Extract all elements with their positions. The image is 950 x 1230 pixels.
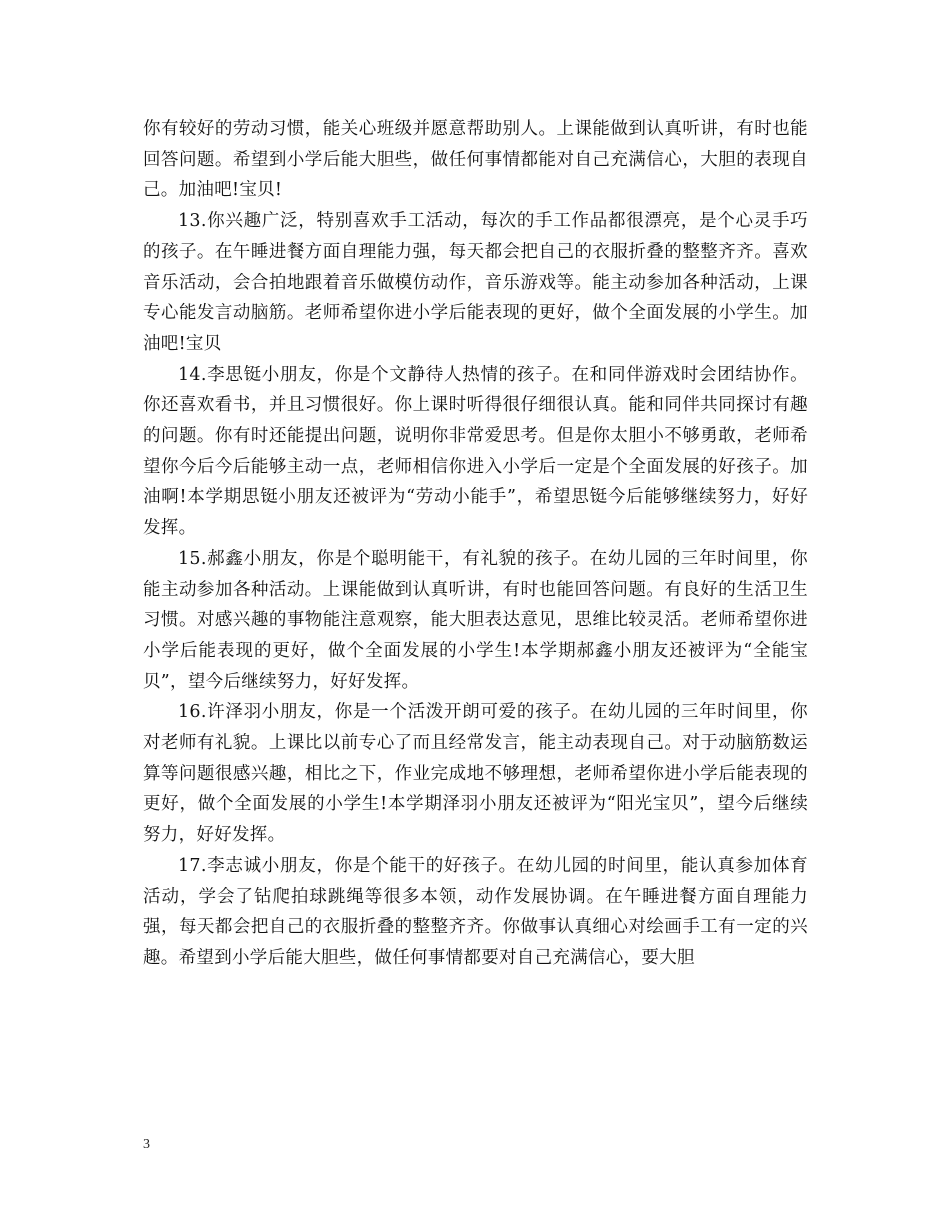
page-number: 3	[143, 1137, 150, 1152]
paragraph-comment-14: 14.李思铤小朋友，你是个文静待人热情的孩子。在和同伴游戏时会团结协作。你还喜欢看书，并且习惯很好。你上课时听得很仔细很认真。能和同伴共同探讨有趣的问题。你有时还能提出问题，说明你非常爱思考。但是你太胆小不够勇敢，老师希望你今后今后能够主动一点，老师相信你进入小学后一定是个全面发展的好孩子。加油啊!本学期思铤小朋友还被评为“劳动小能手”，希望思铤今后能够继续努力，好好发挥。	[143, 364, 808, 539]
paragraph-comment-13: 13.你兴趣广泛，特别喜欢手工活动，每次的手工作品都很漂亮，是个心灵手巧的孩子。在午睡进餐方面自理能力强，每天都会把自己的衣服折叠的整整齐齐。喜欢音乐活动，会合拍地跟着音乐做模仿动作，音乐游戏等。能主动参加各种活动，上课专心能发言动脑筋。老师希望你进小学后能表现的更好，做个全面发展的小学生。加油吧!宝贝	[143, 211, 808, 354]
paragraph-comment-16: 16.许泽羽小朋友，你是一个活泼开朗可爱的孩子。在幼儿园的三年时间里，你对老师有礼貌。上课比以前专心了而且经常发言，能主动表现自己。对于动脑筋数运算等问题很感兴趣，相比之下，作业完成地不够理想，老师希望你进小学后能表现的更好，做个全面发展的小学生!本学期泽羽小朋友还被评为“阳光宝贝”，望今后继续努力，好好发挥。	[143, 702, 808, 846]
paragraph-continued: 你有较好的劳动习惯，能关心班级并愿意帮助别人。上课能做到认真听讲，有时也能回答问题。希望到小学后能大胆些，做任何事情都能对自己充满信心，大胆的表现自己。加油吧!宝贝!	[143, 119, 808, 201]
document-body	[143, 114, 808, 974]
paragraph-comment-15: 15.郝鑫小朋友，你是个聪明能干，有礼貌的孩子。在幼儿园的三年时间里，你能主动参加各种活动。上课能做到认真听讲，有时也能回答问题。有良好的生活卫生习惯。对感兴趣的事物能注意观察，能大胆表达意见，思维比较灵活。老师希望你进小学后能表现的更好，做个全面发展的小学生!本学期郝鑫小朋友还被评为“全能宝贝”，望今后继续努力，好好发挥。	[143, 548, 808, 692]
paragraph-comment-17: 17.李志诚小朋友，你是个能干的好孩子。在幼儿园的时间里，能认真参加体育活动，学会了钻爬拍球跳绳等很多本领，动作发展协调。在午睡进餐方面自理能力强，每天都会把自己的衣服折叠的整整齐齐。你做事认真细心对绘画手工有一定的兴趣。希望到小学后能大胆些，做任何事情都要对自己充满信心，要大胆	[143, 855, 808, 968]
